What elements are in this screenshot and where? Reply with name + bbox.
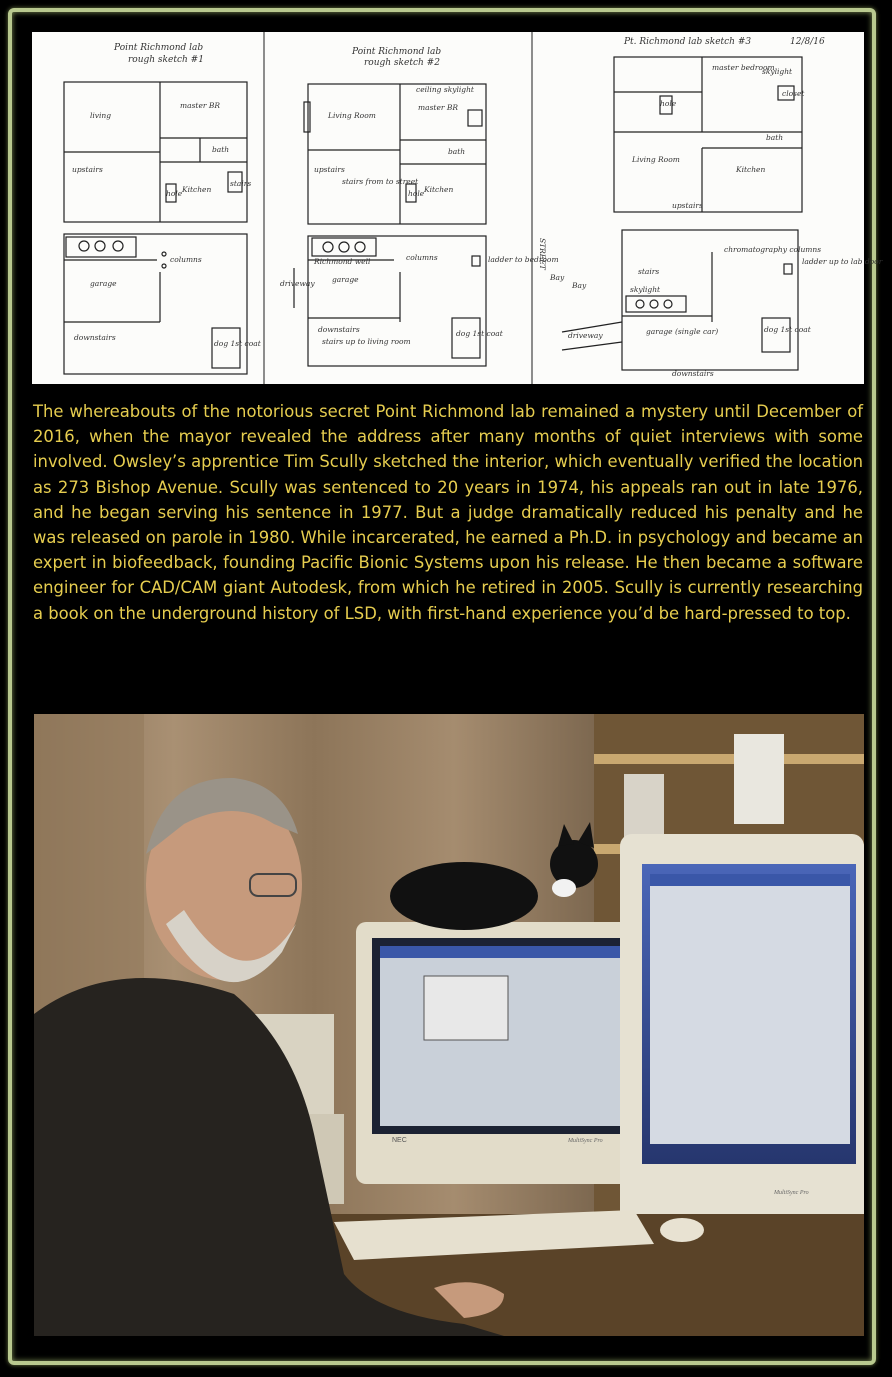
sketch1-label: dog 1st coat: [214, 339, 261, 348]
sketch3-label: closet: [782, 89, 805, 98]
sketch2-label: garage: [332, 275, 359, 284]
floor-plan-sketches: [32, 32, 883, 384]
sketch2-label: upstairs: [314, 165, 345, 174]
sketch2-label: ceiling skylight: [416, 85, 474, 94]
sketch1-label: upstairs: [72, 165, 103, 174]
sketch3-label: Kitchen: [736, 165, 766, 174]
sketch1-label: master BR: [180, 101, 221, 110]
sketch3-label: ladder up to lab door: [802, 257, 883, 266]
left-monitor-brand: NEC: [392, 1137, 407, 1144]
sketch3-label: bath: [766, 133, 784, 142]
sketch1-label: bath: [212, 145, 230, 154]
sketch2-label: Bay: [550, 273, 565, 282]
sketch1-label: hole: [166, 189, 183, 198]
sketch3-label: stairs: [638, 267, 660, 276]
sketch2-label: Kitchen: [424, 185, 454, 194]
sketch1-label: living: [90, 111, 112, 120]
sketch3-label: upstairs: [672, 201, 703, 210]
sketch1-label: downstairs: [74, 333, 116, 342]
sketch2-label: Living Room: [328, 111, 376, 120]
sketch2-label: columns: [406, 253, 438, 262]
sketch2-label: hole: [408, 189, 425, 198]
sketch3-label: garage (single car): [646, 327, 719, 336]
sketch1-label: stairs: [230, 179, 252, 188]
sketch3-label: chromatography columns: [724, 245, 822, 254]
sketch2-label: dog 1st coat: [456, 329, 503, 338]
sketch2-label: STREET: [538, 238, 547, 270]
sketch2-label: master BR: [418, 103, 459, 112]
sketch3-label: skylight: [630, 285, 661, 294]
sketch1-title: Point Richmond lab: [114, 43, 204, 53]
right-monitor-model: MultiSync Pro: [774, 1190, 809, 1196]
sketch2-label: bath: [448, 147, 466, 156]
photo-tim-scully-at-computer: [34, 714, 864, 1336]
sketch1-label: garage: [90, 279, 117, 288]
sketch2-label: stairs from to street: [342, 177, 419, 186]
sketch1-label: Kitchen: [182, 185, 212, 194]
left-monitor-model: MultiSync Pro: [568, 1138, 603, 1144]
sketch2-label: downstairs: [318, 325, 360, 334]
sketch2-label: stairs up to living room: [322, 337, 411, 346]
sketch-svg: [32, 32, 883, 384]
photo-illustration: [34, 714, 864, 1336]
sketch3-label: master bedroom: [712, 63, 775, 72]
article-paragraph: The whereabouts of the notorious secret Point Richmond lab remained a mystery until December of 2016, when the mayor revealed the address after many months of quiet interviews with some involved. Owsley’s apprentice Tim Scully sketched the interior, which eventually verified the location as 273 Bishop Avenue. Scully was sentenced to 20 years in 1974, his appeals ran out in late 1976, and he began serving his sentence in 1977. But a judge dramatically reduced his penalty and he was released on parole in 1980. While incarcerated, he earned a Ph.D. in psychology and became an expert in biofeedback, founding Pacific Bionic Systems upon his release. He then became a software engineer for CAD/CAM giant Autodesk, from which he retired in 2005. Scully is currently researching a book on the underground history of LSD, with first-hand experience you’d be hard-pressed to top.: [33, 402, 863, 623]
sketch3-label: Bay: [572, 281, 587, 290]
sketch3-label: downstairs: [672, 369, 714, 378]
sketch2-title: Point Richmond lab: [352, 47, 442, 57]
sketch3-title: Pt. Richmond lab sketch #3: [624, 37, 752, 47]
sketch3-label: driveway: [568, 331, 603, 340]
sketch3-date: 12/8/16: [790, 37, 825, 47]
sketch3-label: Living Room: [632, 155, 680, 164]
sketch3-label: dog 1st coat: [764, 325, 811, 334]
sketch3-label: skylight: [762, 67, 793, 76]
sketch2-label: ladder to bedroom: [488, 255, 559, 264]
sketch2-subtitle: rough sketch #2: [364, 58, 440, 68]
sketch2-label: driveway: [280, 279, 315, 288]
sketch1-label: columns: [170, 255, 202, 264]
sketch3-label: hole: [660, 99, 677, 108]
sketch2-label: Richmond well: [314, 257, 371, 266]
sketch1-subtitle: rough sketch #1: [128, 55, 204, 65]
